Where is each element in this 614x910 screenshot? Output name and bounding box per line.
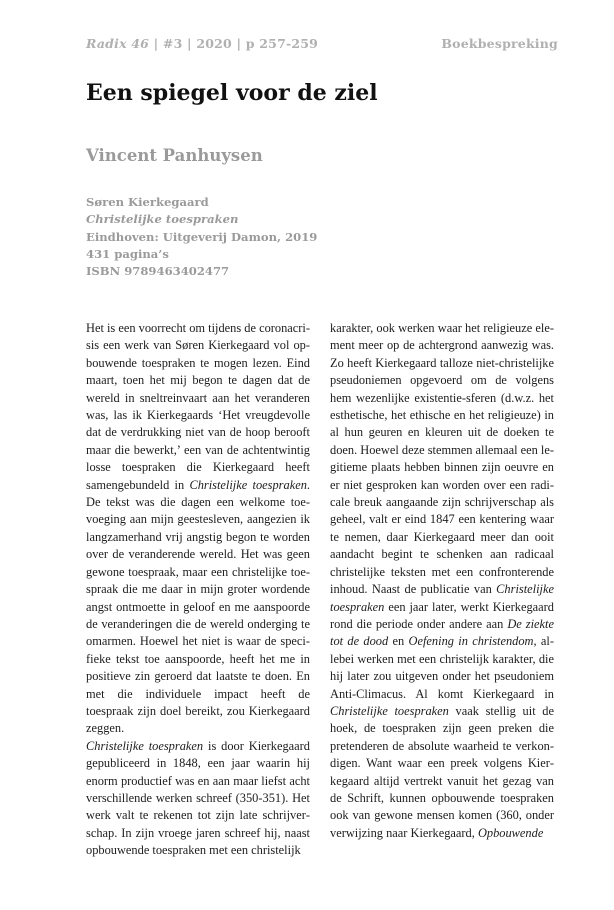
running-header-citation [86,36,318,51]
book-title-reference: Christelijke toespraken [330,703,449,718]
book-isbn: ISBN 9789463402477 [86,264,230,279]
review-author: Vincent Panhuysen [86,146,263,165]
book-title-reference: Christelijke toespraken [86,738,204,753]
book-publisher: Eindhoven: Uitgeverij Damon, 2019 [86,229,318,244]
text-run: vaak stellig uit de hoek, de toespraken zijn geen preken die pretenderen de absolute waarheid te verkondigen. Want waar een preek volgens Kierkegaard altijd vertrekt vanuit het gezag van de Schrift, kunnen opbouwende toespraken ook van gewone mensen komen (360, onder verwijzing naar Kierkegaard, [330,703,555,840]
book-title-reference: Oefening in christendom [408,634,534,649]
book-pages: 431 pagina’s [86,246,169,261]
text-run: , allebei werken met een christelijk karakter, die hij later zou uitgeven onder het pseudoniem Anti-Climacus. Al komt Kierkegaard in [330,634,554,701]
text-run: Het is een voorrecht om tijdens de coronacrisis een werk van Søren Kierkegaard vol opbouwende toespraken te mogen lezen. Eind maart, toen het mij begon te dagen dat de wereld in sneltreinvaart aan het veranderen was, las ik Kierkegaards ‘Het vreugdevolle dat de verdrukking niet van de hoop berooft maar die bewerkt,’ een van de achtentwintig losse toespraken die Kierkegaard heeft samengebundeld in [86,321,310,492]
paragraph [330,320,554,842]
text-run: een jaar later, werkt Kierkegaard rond die periode onder andere aan [330,599,554,631]
paragraph [86,320,310,738]
body-column-left [86,320,310,860]
book-title-reference: De ziekte tot de dood [330,616,554,649]
book-author: Søren Kierkegaard [86,195,209,209]
text-run: is door Kierkegaard gepubliceerd in 1848, een jaar waarin hij enorm productief was en aan maar liefst acht verschillende werken schreef (350-351). Het werk valt te rekenen tot zijn late schrijverschap. In zijn vroege jaren schreef hij, naast opbouwende toespraken met een christelijk [86,738,311,858]
book-details [86,194,317,280]
journal-name: Radix 46 [86,36,150,51]
paragraph [86,738,310,860]
text-run: karakter, ook werken waar het religieuze element meer op de achtergrond aanwezig was. Zo heeft Kierkegaard talloze niet-christelijke pseudoniemen opgevoerd om de volgens hem wezenlijke existentie-sferen (d.w.z. het esthetische, het ethische en het religieuze) in al hun geuren en kleuren uit de doeken te doen. Hoewel deze stemmen allemaal een legitieme plaats hebben binnen zijn oeuvre en er niet gesproken kan worden over een radicale breuk aangaande zijn schrijverschap als geheel, valt er eind 1847 een kentering waar te nemen, daar Kierkegaard meer dan ooit aandacht begint te schenken aan radicaal christelijke teksten met een confronterende inhoud. Naast de publicatie van [330,321,554,597]
book-title-reference: Christelijke toespraken [189,477,307,492]
citation-details: | #3 | 2020 | p 257-259 [149,36,319,51]
article-title: Een spiegel voor de ziel [86,80,378,106]
body-column-right [330,320,554,842]
text-run: . De tekst was die dagen een welkome toevoeging aan mijn geestesleven, aangezien ik langzamerhand vrij angstig begon te worden over de veranderende wereld. Het was geen gewone toespraak, maar een christelijke toespraak die me daar in mijn groter wordende angst ontmoette in geloof en me aanspoorde de veranderingen die de wereld onderging te omarmen. Hoewel het niet is waar de specifieke tekst toe aanspoorde, heeft het me in positieve zin geroerd dat laatste te doen. En met die individuele impact heeft de toespraak zijn doel bereikt, zou Kierkegaard zeggen. [86,477,310,736]
running-header-section: Boekbespreking [441,36,558,51]
book-title-reference: Christelijke toespraken [330,582,554,614]
book-title: Christelijke toespraken [86,212,239,227]
text-run: en [388,634,409,649]
book-title-reference: Opbouwende [477,825,544,840]
